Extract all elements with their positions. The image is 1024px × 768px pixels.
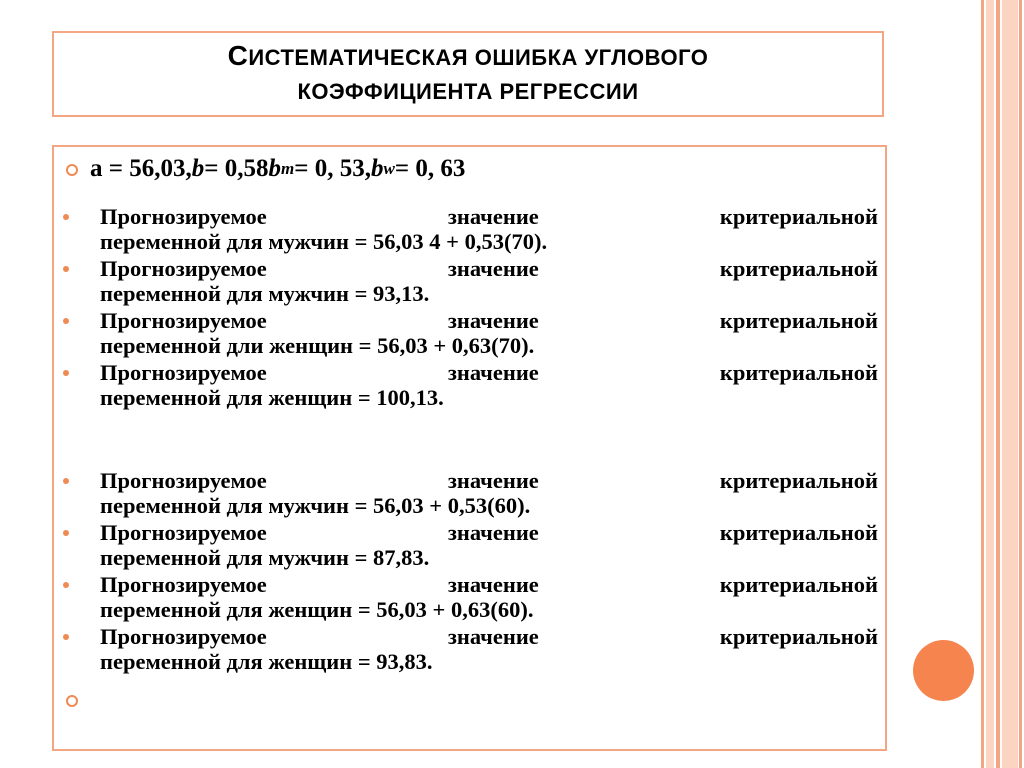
bullet-word: критериальной [719,308,878,333]
bullet-word: Прогнозируемое [100,520,267,545]
bullet-word: Прогнозируемое [100,468,267,493]
bullet-word: значение [447,520,539,545]
slide-title-line-1 [228,39,709,75]
formula-bw-value: = 0, 63 [394,155,466,182]
list-item [66,624,878,674]
slide-title-box [52,31,884,117]
slide-content-box [52,145,887,751]
bullet-dot-icon [63,582,69,588]
formula-a: a = 56,03, [90,155,192,182]
bullet-dot-icon [63,318,69,324]
bullet-word: значение [447,468,539,493]
decor-stripe [1019,0,1022,768]
bullet-line: переменной дли женщин = 56,03 + 0,63(70). [100,333,535,358]
bullet-word: Прогнозируемое [100,204,267,229]
bullet-line: переменной для мужчин = 87,83. [100,545,430,570]
formula-bm-value: = 0, 53, [294,155,371,182]
decor-stripe [981,0,984,768]
bullet-word: Прогнозируемое [100,256,267,281]
bullet-word: критериальной [719,468,878,493]
formula-bm-subscript: m [281,159,295,178]
formula-bm-symbol: b [268,155,281,182]
bullet-line: переменной для женщин = 93,83. [100,649,433,674]
formula-b-symbol: b [191,155,205,182]
bullet-word: критериальной [719,256,878,281]
list-item [66,308,878,358]
bullet-dot-icon [63,266,69,272]
bullet-line: переменной для мужчин = 56,03 4 + 0,53(70). [100,229,548,254]
bullet-dot-icon [63,530,69,536]
bullet-line: переменной для женщин = 100,13. [100,385,444,410]
decor-stripe [986,0,994,768]
bullet-dot-icon [63,370,69,376]
list-item [66,204,878,254]
bullet-word: критериальной [719,360,878,385]
formula-b-value: = 0,58 [204,155,269,182]
formula-bw-symbol: b [370,155,384,182]
empty-bullet-ring-icon [66,695,78,707]
list-item [66,468,878,518]
bullet-word: значение [447,572,539,597]
bullet-word: значение [447,624,539,649]
bullet-word: значение [447,308,539,333]
bullet-line: переменной для женщин = 56,03 + 0,63(60). [100,597,534,622]
title-initial: С [227,40,249,71]
bullet-word: Прогнозируемое [100,624,267,649]
formula-bw-subscript: w [383,159,395,178]
bullet-line: переменной для мужчин = 93,13. [100,281,430,306]
bullet-word: Прогнозируемое [100,308,267,333]
bullet-word: значение [447,256,539,281]
bullet-word: критериальной [719,520,878,545]
decor-stripe [1002,0,1018,768]
bullet-ring-icon [66,164,78,176]
list-item [66,572,878,622]
bullet-word: критериальной [719,624,878,649]
bullet-word: Прогнозируемое [100,572,267,597]
formula-line [66,153,465,185]
list-item [66,520,878,570]
decor-stripe [996,0,1000,768]
title-line-1-text: ИСТЕМАТИЧЕСКАЯ ОШИБКА УГЛОВОГО [248,45,709,70]
bullet-dot-icon [63,634,69,640]
slide-title-line-2: КОЭФФИЦИЕНТА РЕГРЕССИИ [297,79,639,104]
bullet-word: значение [447,360,539,385]
list-item [66,360,878,410]
bullet-word: значение [447,204,539,229]
bullet-word: критериальной [719,204,878,229]
bullet-word: Прогнозируемое [100,360,267,385]
bullet-dot-icon [63,478,69,484]
bullet-dot-icon [63,214,69,220]
list-item [66,256,878,306]
bullet-line: переменной для мужчин = 56,03 + 0,53(60). [100,493,531,518]
bullet-word: критериальной [719,572,878,597]
decor-circle [913,640,974,701]
